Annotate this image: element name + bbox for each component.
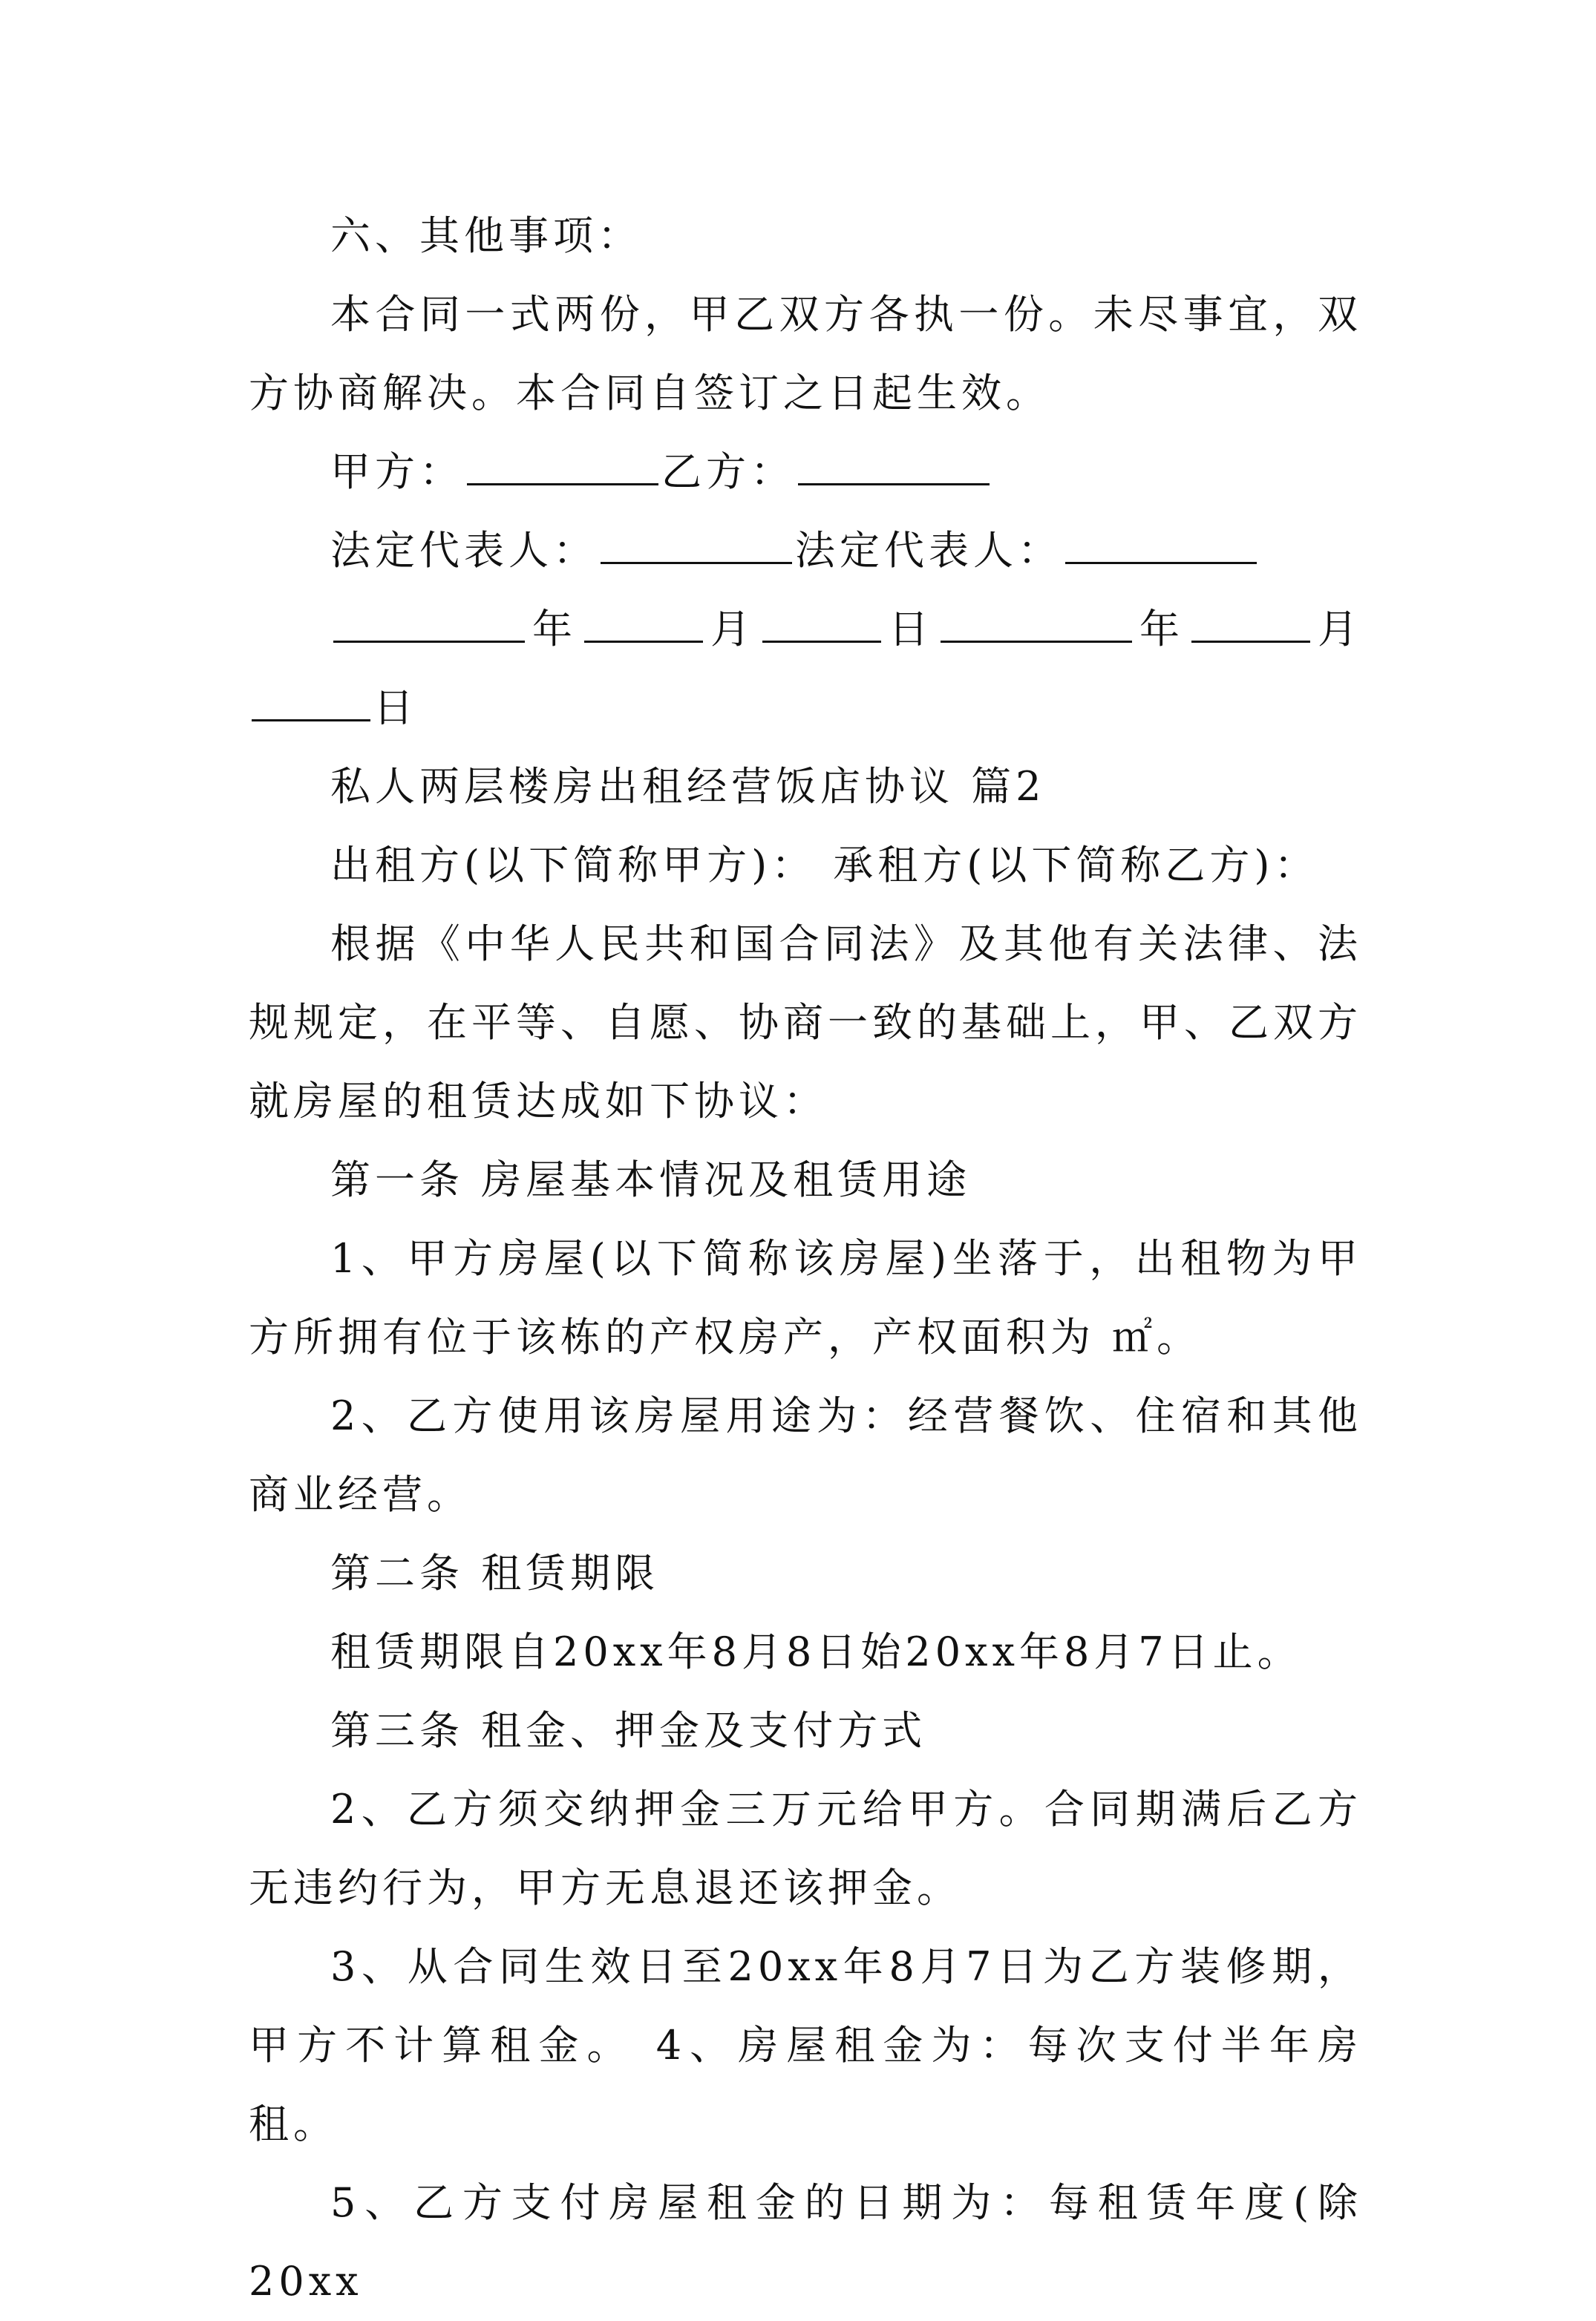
article-3-item-5: 5、乙方支付房屋租金的日期为：每租赁年度(除20xx: [249, 2179, 1362, 2305]
signature-line-representatives: [249, 511, 1362, 590]
date-a-day-blank: [762, 599, 881, 643]
paragraph-copies-clause: 本合同一式两份，甲乙双方各执一份。未尽事宜，双方协商解决。本合同自签订之日起生效。: [249, 291, 1362, 416]
preamble-paragraph: 根据《中华人民共和国合同法》及其他有关法律、法规规定，在平等、自愿、协商一致的基础上，甲、乙双方就房屋的租赁达成如下协议：: [249, 920, 1362, 1125]
signature-line-parties: [249, 433, 1362, 511]
rep-b-blank: [1065, 520, 1257, 564]
parties-line: 出租方(以下简称甲方)： 承租方(以下简称乙方)：: [330, 842, 1319, 888]
date-b-day-blank: [252, 678, 370, 721]
date-a-month-blank: [584, 599, 703, 643]
party-a-blank: [467, 442, 658, 485]
date-a-day-label: 日: [884, 606, 938, 652]
section-heading-other-matters: 六、其他事项：: [330, 212, 642, 259]
rep-b-label: 法定代表人：: [795, 527, 1062, 574]
signature-line-dates: [249, 590, 1362, 747]
article-1-item-1: 1、甲方房屋(以下简称该房屋)坐落于，出租物为甲方所拥有位于该栋的产权房产，产权面积为 ㎡。: [249, 1235, 1362, 1361]
article-3-item-2: 2、乙方须交纳押金三万元给甲方。合同期满后乙方无违约行为，甲方无息退还该押金。: [249, 1786, 1362, 1911]
article-1-title: 第一条 房屋基本情况及租赁用途: [330, 1156, 972, 1203]
date-b-day-label: 日: [373, 684, 418, 731]
party-a-label: 甲方：: [330, 448, 464, 495]
article-3-title: 第三条 租金、押金及支付方式: [330, 1707, 927, 1754]
document-body: [249, 197, 1362, 2321]
party-b-blank: [798, 442, 990, 485]
party-b-label: 乙方：: [661, 448, 795, 495]
rep-a-label: 法定代表人：: [330, 527, 598, 574]
date-b-month-blank: [1191, 599, 1310, 643]
agreement-title-part-2: 私人两层楼房出租经营饭店协议 篇2: [330, 763, 1046, 810]
article-2-text: 租赁期限自20xx年8月8日始20xx年8月7日止。: [330, 1628, 1302, 1675]
date-a-year-blank: [333, 599, 525, 643]
date-b-month-label: 月: [1313, 606, 1362, 652]
article-3-item-3-4: 3、从合同生效日至20xx年8月7日为乙方装修期，甲方不计算租金。 4、房屋租金为：每次支付半年房租。: [249, 1943, 1362, 2147]
date-a-year-label: 年: [528, 606, 581, 652]
date-a-month-label: 月: [706, 606, 759, 652]
date-b-year-label: 年: [1135, 606, 1188, 652]
date-b-year-blank: [941, 599, 1132, 643]
rep-a-blank: [601, 520, 792, 564]
article-1-item-2: 2、乙方使用该房屋用途为：经营餐饮、住宿和其他商业经营。: [249, 1392, 1362, 1518]
article-2-title: 第二条 租赁期限: [330, 1550, 660, 1597]
